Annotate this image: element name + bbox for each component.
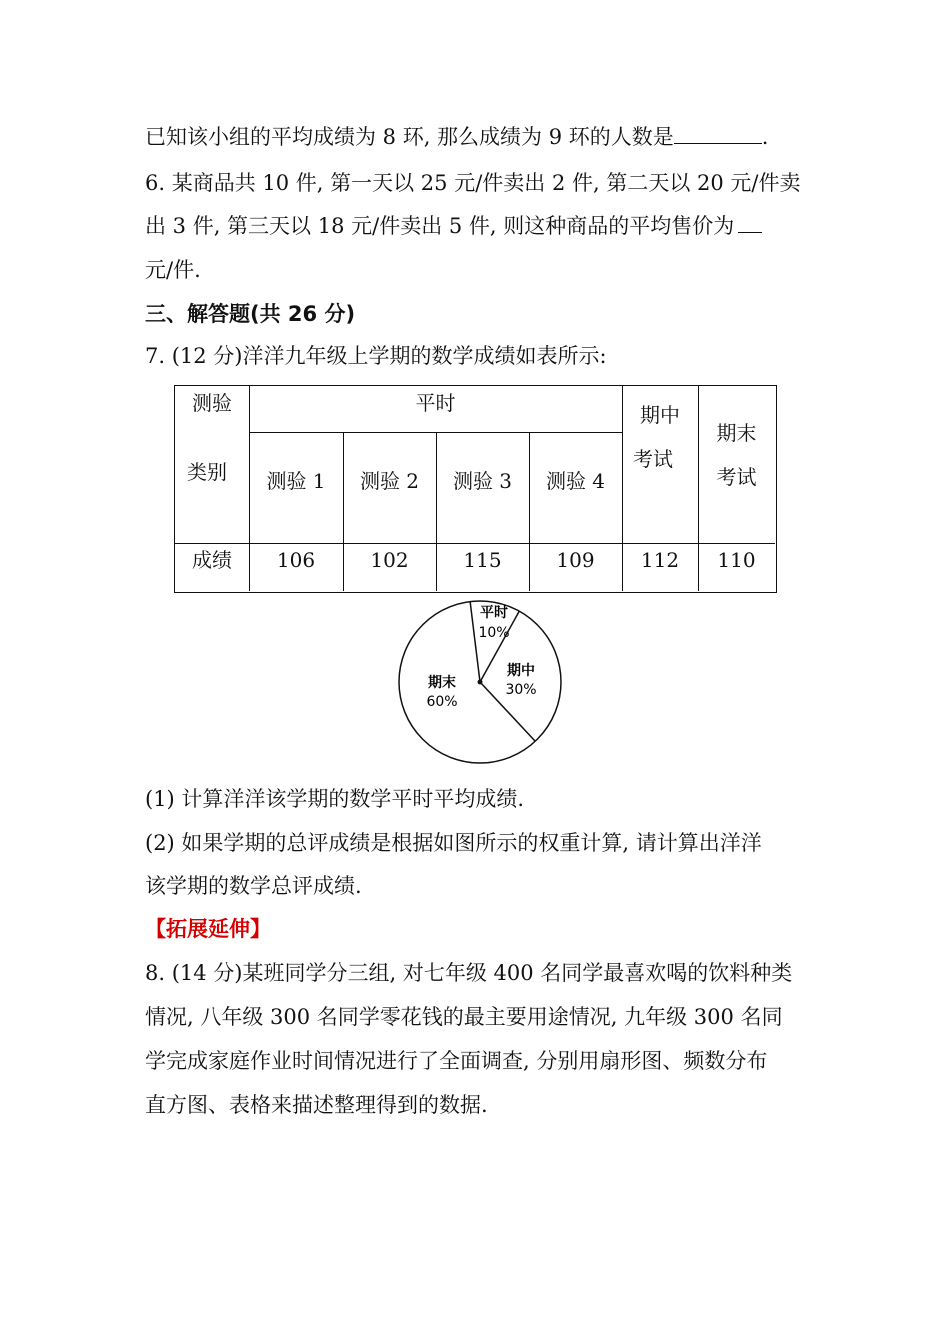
score-test-3: 115 [463,548,502,572]
header-type-2: 类别 [187,460,227,484]
slice-value-final: 60% [426,694,458,710]
header-midterm-2: 考试 [633,447,673,471]
slice-label-midterm: 期中 [507,663,535,679]
slice-value-ordinary: 10% [478,625,510,641]
q5-line [145,122,768,152]
q6-text: 出 3 件, 第三天以 18 元/件卖出 5 件, 则这种商品的平均售价为 [145,214,735,238]
score-test-4: 109 [556,548,595,572]
slice-boundary-ordinary [470,602,480,682]
q6-answer-blank[interactable] [738,212,762,233]
q5-period: . [761,125,769,149]
q7-intro: 7. (12 分)洋洋九年级上学期的数学成绩如表所示: [145,344,607,368]
header-type-1: 测验 [192,391,232,415]
header-test-2: 测验 2 [359,469,420,493]
header-test-4: 测验 4 [545,469,606,493]
score-midterm: 112 [640,548,680,572]
score-final: 110 [717,548,756,572]
score-test-2: 102 [370,548,409,572]
score-table [174,385,777,593]
q5-answer-blank[interactable] [674,123,762,144]
q6-line-3: 元/件. [145,258,201,282]
extension-title: 【拓展延伸】 [145,917,271,941]
q8-line-1: 8. (14 分)某班同学分三组, 对七年级 400 名同学最喜欢喝的饮料种类 [145,961,793,985]
header-test-3: 测验 3 [452,469,513,493]
section-3-title: 三、解答题(共 26 分) [145,302,356,326]
weight-pie-chart [390,594,570,774]
q8-line-2: 情况, 八年级 300 名同学零花钱的最主要用途情况, 九年级 300 名同 [145,1005,783,1029]
header-test-1: 测验 1 [266,469,326,493]
table-divider [249,432,622,433]
header-final-1: 期末 [716,421,757,445]
q7-sub-2-line-2: 该学期的数学总评成绩. [145,874,362,898]
slice-value-midterm: 30% [505,682,537,698]
pie-center [478,680,483,685]
table-divider [175,543,775,544]
q6-line-2 [145,211,762,241]
q6-line-1: 6. 某商品共 10 件, 第一天以 25 元/件卖出 2 件, 第二天以 20 元/件卖 [145,171,801,195]
q7-sub-1: (1) 计算洋洋该学期的数学平时平均成绩. [145,787,525,811]
header-ordinary: 平时 [415,391,456,415]
slice-label-ordinary: 平时 [480,605,508,621]
q8-line-3: 学完成家庭作业时间情况进行了全面调查, 分别用扇形图、频数分布 [145,1049,768,1073]
q8-line-4: 直方图、表格来描述整理得到的数据. [145,1093,488,1117]
header-final-2: 考试 [716,465,757,489]
score-test-1: 106 [276,548,316,572]
header-midterm-1: 期中 [640,403,680,427]
q7-sub-2-line-1: (2) 如果学期的总评成绩是根据如图所示的权重计算, 请计算出洋洋 [145,831,762,855]
row-label-score: 成绩 [192,548,232,572]
q5-text: 已知该小组的平均成绩为 8 环, 那么成绩为 9 环的人数是 [145,125,674,149]
slice-label-final: 期末 [428,675,456,691]
